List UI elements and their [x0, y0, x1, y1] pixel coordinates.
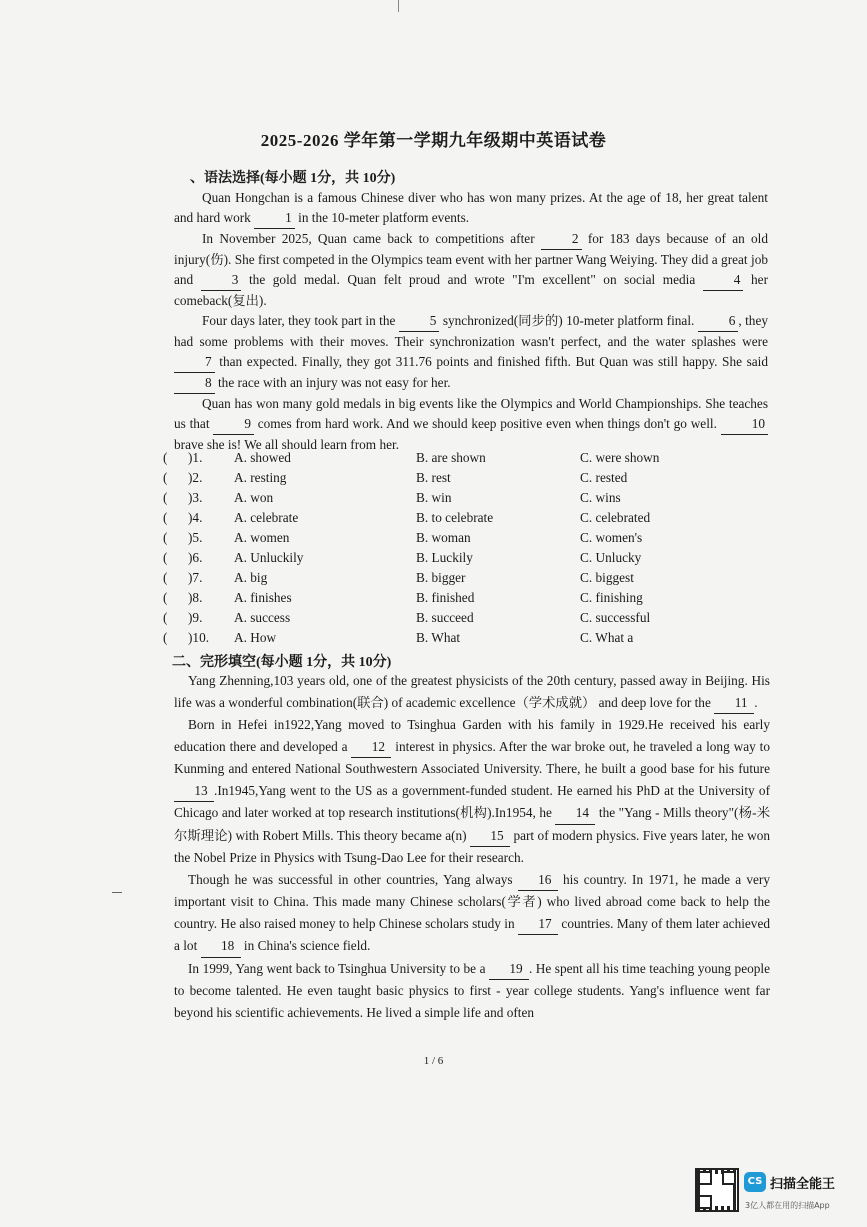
passage-text: Born in Hefei in1922,Yang moved to Tsinghua Garden with his family in 1929.He received his early education there and developed a	[174, 717, 770, 754]
option-a: A. big	[234, 570, 268, 585]
answer-paren: (	[163, 530, 168, 545]
scan-mark	[112, 892, 122, 893]
answer-paren: (	[163, 550, 168, 565]
passage-text: part of modern physics. Five years later, he won the Nobel Prize in Physics with Tsung-Dao Lee for their research.	[174, 827, 770, 865]
option-a: A. How	[234, 630, 277, 645]
section-heading-cloze: 二、完形填空(每小题 1分，共 10分)	[172, 655, 392, 670]
option-row	[160, 470, 760, 490]
blank-12: 12	[351, 736, 391, 759]
passage-text: Four days later, they took part in the	[202, 313, 399, 328]
passage-text: Yang Zhenning,103 years old, one of the greatest physicists of the 20th century, passed away in Beijing. His life was a wonderful combination(联合) of academic excellence（学术成就） and deep love for the	[174, 673, 770, 710]
passage-text: In November 2025, Quan came back to competitions after	[202, 231, 541, 246]
option-c: C. finishing	[580, 590, 643, 605]
option-a: A. Unluckily	[234, 550, 304, 565]
option-b: B. bigger	[416, 570, 466, 585]
blank-9: 9	[213, 414, 254, 435]
passage-text: the race with an injury was not easy for her.	[214, 375, 451, 390]
option-row	[160, 550, 760, 570]
blank-10: 10	[721, 414, 768, 435]
option-row	[160, 510, 760, 530]
option-c: C. What a	[580, 630, 634, 645]
blank-3: 3	[201, 270, 242, 291]
passage-paragraph	[174, 229, 768, 311]
option-b: B. win	[416, 490, 452, 505]
answer-paren: (	[163, 610, 168, 625]
option-a: A. celebrate	[234, 510, 299, 525]
qr-code-icon	[695, 1168, 739, 1212]
passage-paragraph	[174, 311, 768, 394]
question-number: )2.	[188, 470, 203, 485]
answer-paren: (	[163, 630, 168, 645]
option-b: B. rest	[416, 470, 451, 485]
option-c: C. successful	[580, 610, 651, 625]
blank-7: 7	[174, 352, 215, 373]
blank-15: 15	[470, 825, 510, 848]
passage-text: her comeback(复出).	[174, 272, 768, 308]
blank-1: 1	[254, 208, 295, 229]
camscanner-logo-icon: CS	[744, 1172, 766, 1192]
passage-text: Quan has won many gold medals in big events like the Olympics and World Championships. She teaches us that	[174, 396, 768, 431]
option-a: A. showed	[234, 450, 291, 465]
passage-text: than expected. Finally, they got 311.76 points and finished fifth. But Quan was still happy. She said	[214, 354, 768, 369]
question-number: )5.	[188, 530, 203, 545]
option-b: B. woman	[416, 530, 471, 545]
options-list	[160, 450, 760, 650]
blank-13: 13	[174, 780, 214, 803]
option-b: B. What	[416, 630, 461, 645]
passage-text: in the 10-meter platform events.	[294, 210, 470, 225]
answer-paren: (	[163, 510, 168, 525]
blank-11: 11	[714, 692, 754, 715]
answer-paren: (	[163, 490, 168, 505]
passage-paragraph	[174, 714, 770, 869]
blank-6: 6	[698, 311, 739, 332]
question-number: )6.	[188, 550, 203, 565]
question-number: )1.	[188, 450, 203, 465]
question-number: )9.	[188, 610, 203, 625]
option-c: C. wins	[580, 490, 621, 505]
section-heading-grammar: 、语法选择(每小题 1分，共 10分)	[190, 171, 396, 186]
blank-14: 14	[555, 802, 595, 825]
question-number: )7.	[188, 570, 203, 585]
page-number: 1 / 6	[423, 1055, 444, 1067]
blank-8: 8	[174, 373, 215, 394]
camscanner-name: 扫描全能王	[770, 1177, 836, 1192]
answer-paren: (	[163, 590, 168, 605]
option-c: C. celebrated	[580, 510, 651, 525]
option-c: C. rested	[580, 470, 628, 485]
option-row	[160, 590, 760, 610]
option-a: A. resting	[234, 470, 287, 485]
option-a: A. won	[234, 490, 274, 505]
passage-text: In 1999, Yang went back to Tsinghua University to be a	[188, 960, 489, 976]
question-number: )4.	[188, 510, 203, 525]
passage-text: his country. In 1971, he made a very important visit to China. This made many Chinese scholars(学者) who lived abroad come back to help the country. He also raised money to help Chinese scholars study in	[174, 871, 770, 931]
blank-19: 19	[489, 958, 529, 981]
passage-text: brave she is! We all should learn from her.	[174, 437, 400, 452]
option-a: A. success	[234, 610, 291, 625]
blank-2: 2	[541, 229, 582, 250]
blank-17: 17	[518, 913, 558, 936]
option-row	[160, 630, 760, 650]
exam-title: 2025-2026 学年第一学期九年级期中英语试卷	[260, 131, 607, 150]
passage-paragraph	[174, 670, 770, 714]
option-b: B. to celebrate	[416, 510, 494, 525]
option-row	[160, 490, 760, 510]
blank-16: 16	[518, 869, 558, 892]
passage-text: the gold medal. Quan felt proud and wrote "I'm excellent" on social media	[241, 272, 703, 287]
option-row	[160, 570, 760, 590]
passage-text: , they had some problems with their moves. Their synchronization wasn't perfect, and the water splashes were	[174, 313, 769, 349]
option-c: C. biggest	[580, 570, 634, 585]
scan-mark	[398, 0, 399, 12]
passage-text: interest in physics. After the war broke out, he traveled a long way to Kunming and entered National Southwestern Associated University. There, he built a good base for his future	[174, 738, 770, 776]
blank-5: 5	[399, 311, 440, 332]
option-c: C. were shown	[580, 450, 660, 465]
passage-text: in China's science field.	[240, 938, 371, 953]
option-a: A. women	[234, 530, 290, 545]
passage-paragraph	[174, 394, 768, 455]
option-c: C. women's	[580, 530, 643, 545]
question-number: )10.	[188, 630, 210, 645]
passage-text: .In1945,Yang went to the US as a government-funded student. He earned his PhD at the University of Chicago and later worked at top research institutions(机构).In1954, he	[174, 782, 770, 820]
question-number: )8.	[188, 590, 203, 605]
passage-text: Though he was successful in other countries, Yang always	[188, 871, 518, 887]
passage-text: for 183 days because of an old injury(伤). She first competed in the Olympics team event with her partner Wang Weiying. They did a great job and	[174, 231, 769, 287]
option-c: C. Unlucky	[580, 550, 642, 565]
answer-paren: (	[163, 570, 168, 585]
answer-paren: (	[163, 470, 168, 485]
passage-text: Quan Hongchan is a famous Chinese diver who has won many prizes. At the age of 18, her great talent and hard work	[174, 190, 768, 225]
option-row	[160, 530, 760, 550]
passage-paragraph	[174, 958, 770, 1024]
option-b: B. Luckily	[416, 550, 473, 565]
answer-paren: (	[163, 450, 168, 465]
option-a: A. finishes	[234, 590, 292, 605]
option-b: B. succeed	[416, 610, 474, 625]
passage-text: countries. Many of them later achieved a lot	[174, 915, 771, 953]
question-number: )3.	[188, 490, 203, 505]
option-row	[160, 450, 760, 470]
option-row	[160, 610, 760, 630]
passage-text: .	[754, 694, 758, 710]
passage-text: . He spent all his time teaching young people to become talented. He even taught basic physics to first - year college students. Yang's influence went far beyond his scientific achievements. He lived a simple life and often	[174, 960, 770, 1020]
option-b: B. finished	[416, 590, 475, 605]
cloze-passage	[174, 670, 770, 1023]
blank-18: 18	[201, 935, 241, 958]
passage-text: the "Yang - Mills theory"(杨-米尔斯理论) with Robert Mills. This theory became a(n)	[174, 805, 770, 843]
passage-text: synchronized(同步的) 10-meter platform final.	[439, 313, 698, 328]
blank-4: 4	[703, 270, 744, 291]
camscanner-tagline: 3亿人都在用的扫描App	[745, 1201, 830, 1210]
passage-paragraph	[174, 869, 770, 958]
grammar-passage	[174, 188, 768, 455]
option-b: B. are shown	[416, 450, 486, 465]
passage-text: comes from hard work. And we should keep positive even when things don't go well.	[253, 416, 721, 431]
passage-paragraph	[174, 188, 768, 229]
